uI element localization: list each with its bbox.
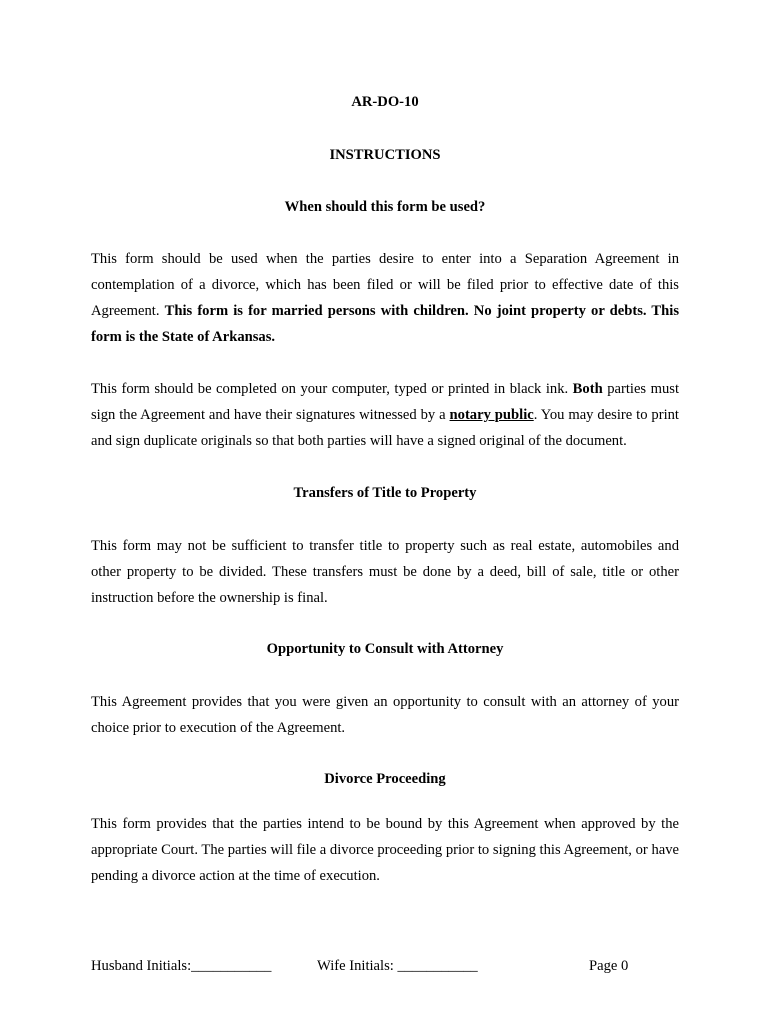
paragraph-consult: This Agreement provides that you were given an opportunity to consult with an attorney of your choice prior to execution of the Agreement.	[91, 694, 679, 736]
heading-when-used: When should this form be used?	[284, 199, 486, 215]
heading-divorce: Divorce Proceeding	[324, 771, 446, 787]
completion-both: Both	[572, 381, 603, 397]
notary-public: notary public	[449, 407, 534, 423]
paragraph-when-used-bold: This form is for married persons with children. No joint property or debts. This form is the State of Arkansas.	[91, 303, 679, 345]
completion-text-end: . You may desire to print and sign duplicate originals so that both parties will have a signed original of the document.	[91, 407, 679, 449]
heading-transfers: Transfers of Title to Property	[293, 485, 477, 501]
wife-initials: Wife Initials: ___________	[317, 958, 478, 974]
paragraph-when-used	[91, 246, 679, 350]
page-number: Page 0	[589, 958, 629, 974]
paragraph-divorce: This form provides that the parties intend to be bound by this Agreement when approved by the appropriate Court. The parties will file a divorce proceeding prior to signing this Agreement, or have pending a divorce action at the time of execution.	[91, 816, 679, 884]
paragraph-completion	[91, 376, 679, 454]
paragraph-when-used-text: This form should be used when the parties desire to enter into a Separation Agreement in contemplation of a divorce, which has been filed or will be filed prior to effective date of this Agreement.	[91, 251, 679, 319]
form-code: AR-DO-10	[351, 94, 419, 110]
heading-consult: Opportunity to Consult with Attorney	[266, 641, 504, 657]
paragraph-transfers: This form may not be sufficient to transfer title to property such as real estate, automobiles and other property to be divided. These transfers must be done by a deed, bill of sale, title or other instruction before the ownership is final.	[91, 538, 679, 606]
completion-text-mid: parties must sign the Agreement and have their signatures witnessed by a	[91, 381, 679, 423]
husband-initials: Husband Initials:___________	[91, 958, 272, 974]
instructions-title: INSTRUCTIONS	[329, 147, 441, 163]
completion-text-start: This form should be completed on your computer, typed or printed in black ink.	[91, 381, 573, 397]
page-footer	[0, 958, 770, 982]
